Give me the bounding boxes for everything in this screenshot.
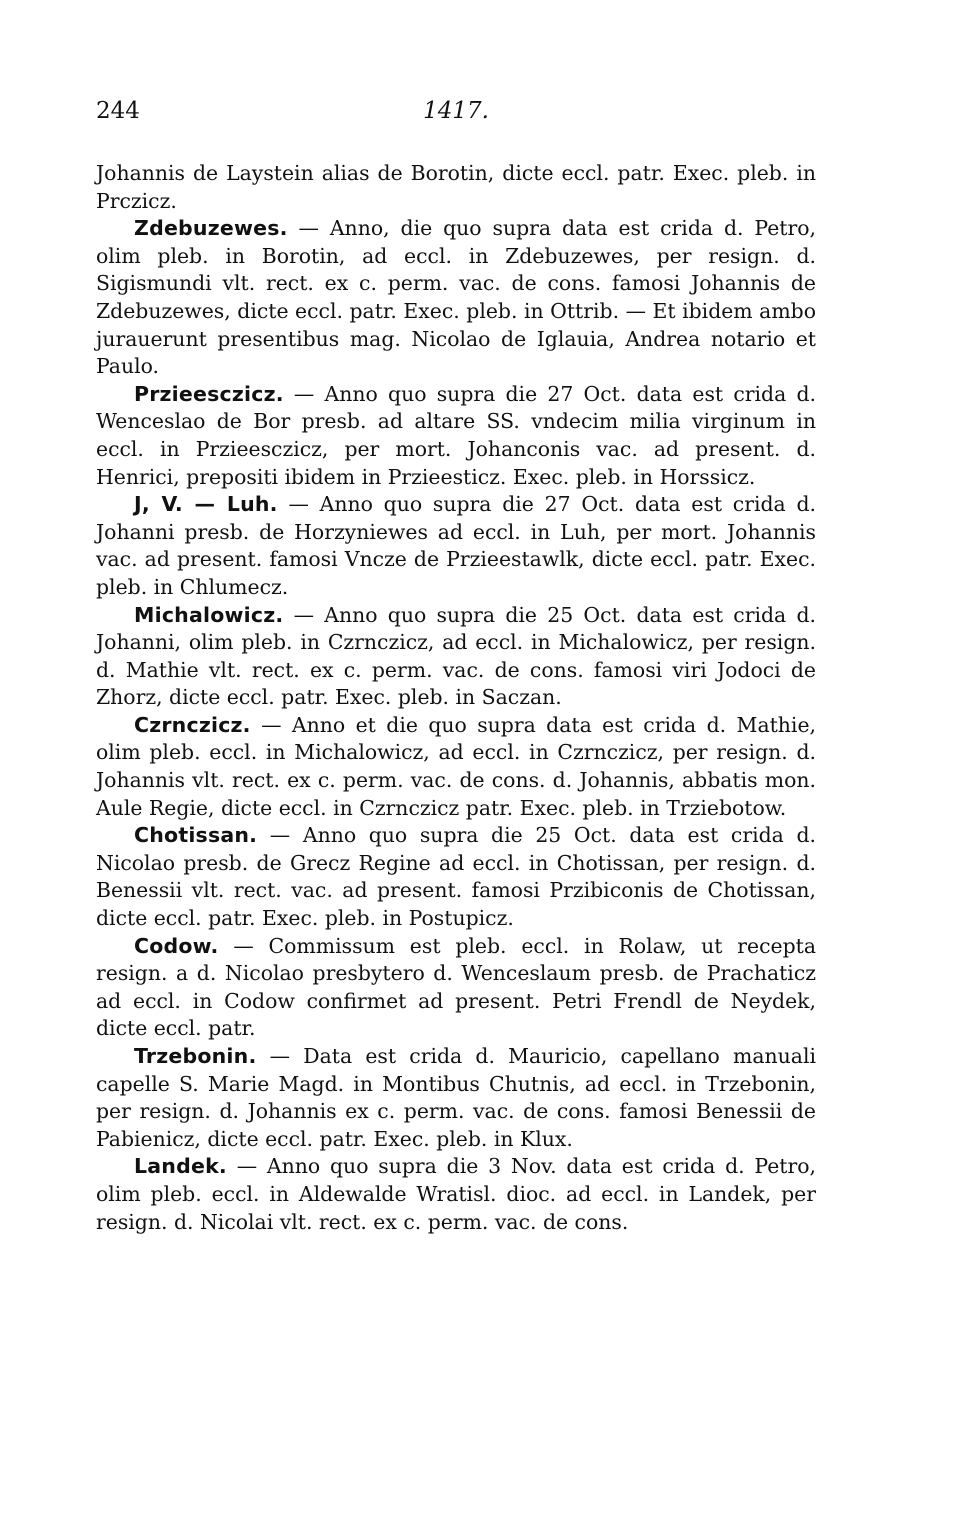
entry-text: — Anno quo supra die 3 Nov. data est crida d. Petro, olim pleb. eccl. in Aldewalde Wratisl. dioc. ad eccl. in Landek, per resign. d. Nicolai vlt. rect. ex c. perm. vac. de cons. bbox=[96, 1154, 816, 1234]
entry-landek bbox=[96, 1153, 816, 1236]
entry-text: — Anno quo supra die 25 Oct. data est crida d. Johanni, olim pleb. in Czrnczicz, ad eccl. in Michalowicz, per resign. d. Mathie vlt. rect. ex c. perm. vac. de cons. famosi viri Jodoci de Zhorz, dicte eccl. patr. Exec. pleb. in Saczan. bbox=[96, 602, 816, 710]
place-name: Michalowicz. bbox=[134, 602, 284, 627]
place-name: J, V. — Luh. bbox=[134, 492, 278, 517]
place-name: Zdebuzewes. bbox=[134, 216, 288, 241]
book-page bbox=[96, 98, 816, 1236]
running-head-year: 1417. bbox=[423, 98, 489, 124]
entry-text: — Anno et die quo supra data est crida d. Mathie, olim pleb. eccl. in Michalowicz, ad eccl. in Czrnczicz, per resign. d. Johannis vlt. rect. ex c. perm. vac. de cons. d. Johannis, abbatis mon. Aule Regie, dicte eccl. in Czrnczicz patr. Exec. pleb. in Trziebotow. bbox=[96, 712, 816, 820]
entry-text: Johannis de Laystein alias de Borotin, dicte eccl. patr. Exec. pleb. in Prczicz. bbox=[96, 161, 816, 213]
entry-codow bbox=[96, 933, 816, 1043]
entry-text: — Anno, die quo supra data est crida d. Petro, olim pleb. in Borotin, ad eccl. in Zdebuzewes, per resign. d. Sigismundi vlt. rect. ex c. perm. vac. de cons. famosi Johannis de Zdebuzewes, dicte eccl. patr. Exec. pleb. in Ottrib. — Et ibidem ambo jurauerunt presentibus mag. Nicolao de Iglauia, Andrea notario et Paulo. bbox=[96, 216, 816, 379]
place-name: Przieesczicz. bbox=[134, 381, 284, 406]
entry-czrnczicz bbox=[96, 712, 816, 822]
place-name: Trzebonin. bbox=[134, 1044, 257, 1068]
entry-text: — Data est crida d. Mauricio, capellano manuali capelle S. Marie Magd. in Montibus Chutnis, ad eccl. in Trzebonin, per resign. d. Johannis ex c. perm. vac. de cons. famosi Benessii de Pabienicz, dicte eccl. patr. Exec. pleb. in Klux. bbox=[96, 1044, 816, 1151]
entry-text: — Anno quo supra die 27 Oct. data est crida d. Johanni presb. de Horzyniewes ad eccl. in Luh, per mort. Johannis vac. ad present. famosi Vncze de Przieestawlk, dicte eccl. patr. Exec. pleb. in Chlumecz. bbox=[96, 492, 817, 599]
entry-text: — Commissum est pleb. eccl. in Rolaw, ut recepta resign. a d. Nicolao presbytero d. Wenceslaum presb. de Prachaticz ad eccl. in Codow confirmet ad present. Petri Frendl de Neydek, dicte eccl. patr. bbox=[96, 933, 816, 1041]
entry-zdebuzewes bbox=[96, 215, 816, 381]
entry-text: — Anno quo supra die 25 Oct. data est crida d. Nicolao presb. de Grecz Regine ad eccl. in Chotissan, per resign. d. Benessii vlt. rect. vac. ad present. famosi Przibiconis de Chotissan, dicte eccl. patr. Exec. pleb. in Postupicz. bbox=[96, 823, 816, 931]
place-name: Landek. bbox=[134, 1154, 227, 1179]
entry-luh bbox=[96, 491, 816, 601]
entry-continuation bbox=[96, 160, 816, 215]
page-number: 244 bbox=[96, 98, 140, 124]
place-name: Chotissan. bbox=[134, 823, 258, 848]
entry-przieesczicz bbox=[96, 381, 816, 491]
entry-michalowicz bbox=[96, 602, 816, 712]
entry-text: — Anno quo supra die 27 Oct. data est crida d. Wenceslao de Bor presb. ad altare SS. vndecim milia virginum in eccl. in Przieesczicz, per mort. Johanconis vac. ad present. d. Henrici, prepositi ibidem in Przieesticz. Exec. pleb. in Horssicz. bbox=[96, 381, 816, 489]
entry-trzebonin bbox=[96, 1043, 816, 1153]
entry-chotissan bbox=[96, 822, 816, 932]
place-name: Codow. bbox=[134, 933, 219, 958]
register-text bbox=[96, 160, 816, 1236]
place-name: Czrnczicz. bbox=[134, 712, 251, 737]
page-header bbox=[96, 98, 816, 142]
